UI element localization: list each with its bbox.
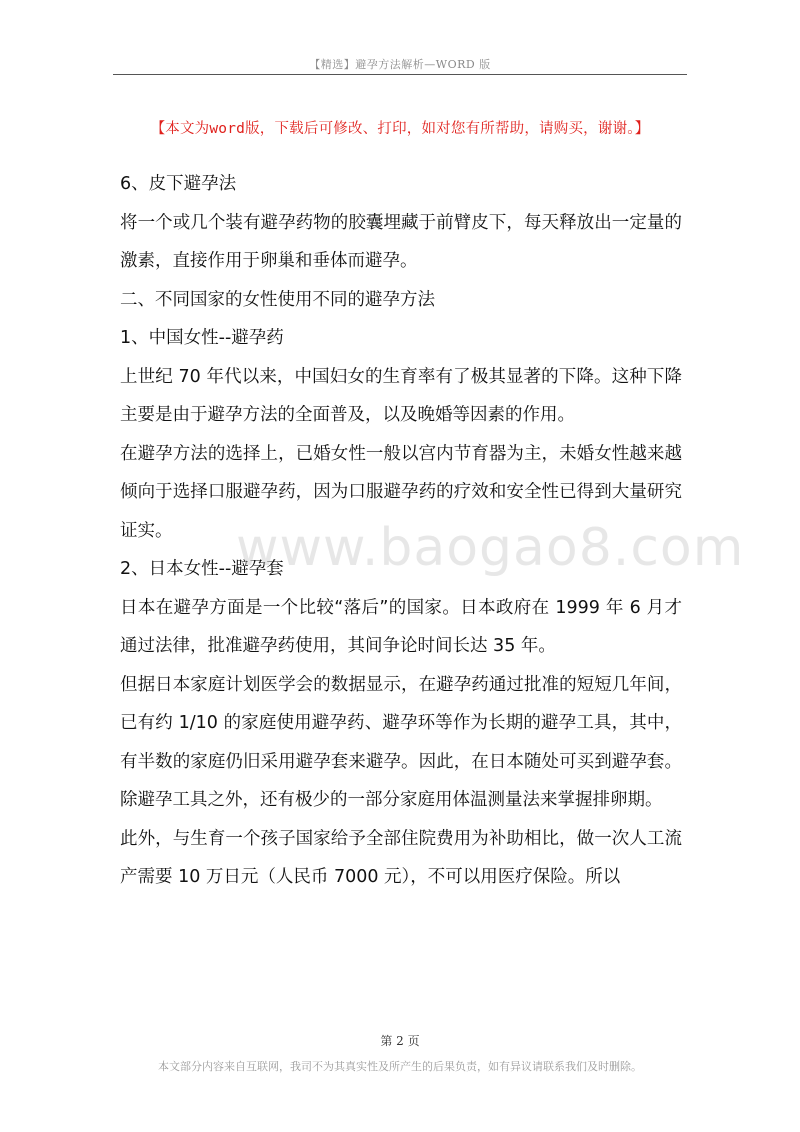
body-paragraph: 日本在避孕方面是一个比较“落后”的国家。日本政府在 1999 年 6 月才通过法律，批准避孕药使用，其间争论时间长达 35 年。 <box>120 597 682 656</box>
body-paragraph: 此外，与生育一个孩子国家给予全部住院费用为补助相比，做一次人工流产需要 10 万日元（人民币 7000 元），不可以用医疗保险。所以 <box>120 828 682 887</box>
page-number: 第 2 页 <box>380 1034 420 1048</box>
body-paragraph: 将一个或几个装有避孕药物的胶囊埋藏于前臂皮下，每天释放出一定量的激素，直接作用于卵巢和垂体而避孕。 <box>120 212 682 271</box>
section-heading: 6、皮下避孕法 <box>120 174 237 194</box>
header-title: 【精选】避孕方法解析—WORD 版 <box>309 58 491 71</box>
body-paragraph: 但据日本家庭计划医学会的数据显示，在避孕药通过批准的短短几年间，已有约 1/10 的家庭使用避孕药、避孕环等作为长期的避孕工具，其中，有半数的家庭仍旧采用避孕套来避孕。因此，在日本随处可买到避孕套。除避孕工具之外，还有极少的一部分家庭用体温测量法来掌握排卵期。 <box>120 674 682 810</box>
body-paragraph: 上世纪 70 年代以来，中国妇女的生育率有了极其显著的下降。这种下降主要是由于避孕方法的全面普及，以及晚婚等因素的作用。 <box>120 366 682 425</box>
purchase-notice: 【本文为word版，下载后可修改、打印，如对您有所帮助，请购买，谢谢。】 <box>150 121 650 137</box>
watermark: www.baogao8.com <box>236 518 745 578</box>
section-heading: 1、中国女性--避孕药 <box>120 328 284 348</box>
footer-disclaimer: 本文部分内容来自互联网，我司不为其真实性及所产生的后果负责，如有异议请联系我们及时删除。 <box>158 1060 642 1073</box>
body-paragraph: 在避孕方法的选择上，已婚女性一般以宫内节育器为主，未婚女性越来越倾向于选择口服避孕药，因为口服避孕药的疗效和安全性已得到大量研究证实。 <box>120 443 682 541</box>
section-heading: 二、不同国家的女性使用不同的避孕方法 <box>120 289 435 310</box>
section-heading: 2、日本女性--避孕套 <box>120 559 284 579</box>
header-divider <box>113 74 687 75</box>
